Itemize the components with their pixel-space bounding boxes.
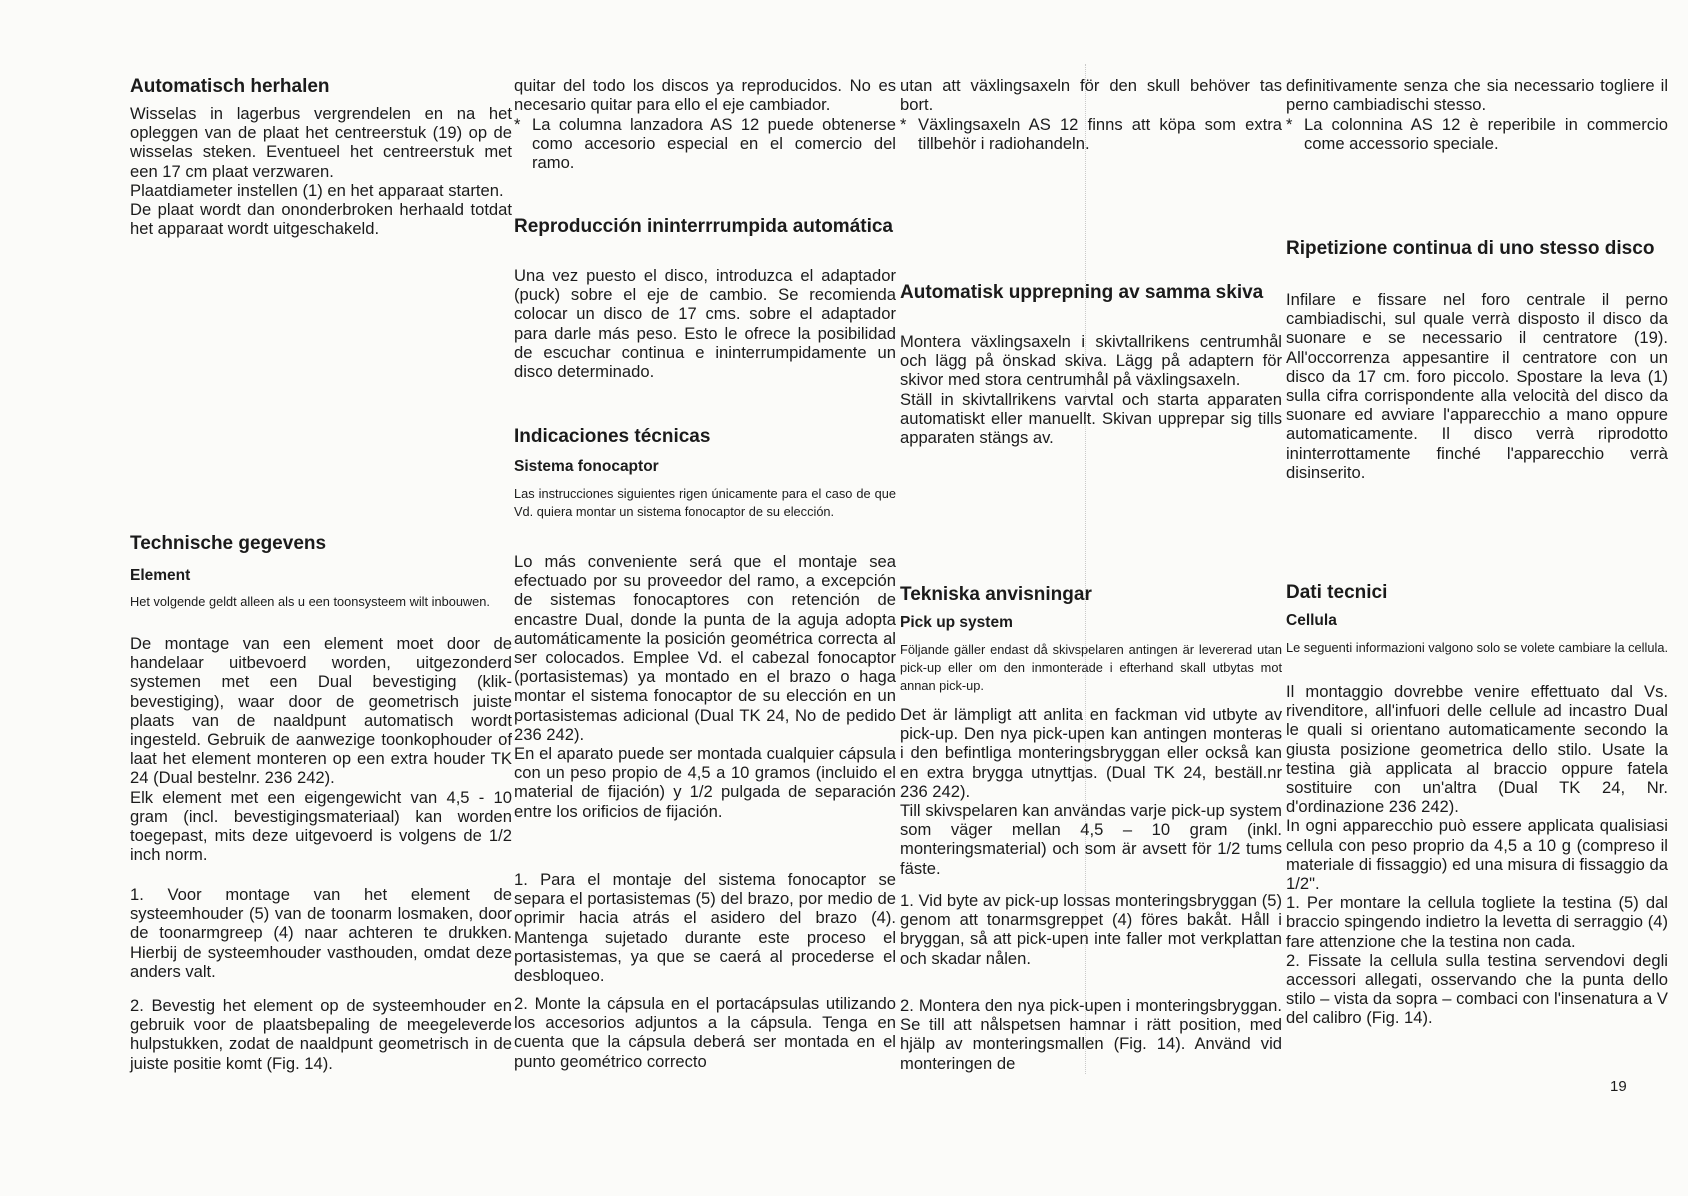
heading-ripetizione-continua: Ripetizione continua di uno stesso disco xyxy=(1286,238,1655,259)
subheading-cellula: Cellula xyxy=(1286,612,1337,629)
small-note: Las instrucciones siguientes rigen únicamente para el caso de que Vd. quiera montar un sistema fonocaptor de su elección. xyxy=(514,486,896,519)
italian-mount-text xyxy=(1286,682,1668,1028)
paragraph: definitivamente senza che sia necessario togliere il perno cambiadischi stesso. xyxy=(1286,76,1668,115)
heading-indicaciones-tecnicas: Indicaciones técnicas xyxy=(514,426,711,447)
small-note: Le seguenti informazioni valgono solo se volete cambiare la cellula. xyxy=(1286,640,1668,655)
swedish-repeat-text xyxy=(900,332,1282,447)
paragraph: En el aparato puede ser montada cualquier cápsula con un peso propio de 4,5 a 10 gramos (incluido el material de fijación) y 1/2 pulgada de separación entre los orificios de fijación. xyxy=(514,744,896,821)
bullet-text: La colonnina AS 12 è reperibile in commercio come accessorio speciale. xyxy=(1304,115,1668,154)
step-1: 1. Vid byte av pick-up lossas monteringsbryggan (5) genom att tonarmsgreppet (4) föres bakåt. Håll i bryggan, så att pick-upen inte faller mot verkplattan och skadar nålen. xyxy=(900,891,1282,968)
bullet-item: * La columna lanzadora AS 12 puede obtenerse como accesorio especial en el comercio del ramo. xyxy=(514,115,896,173)
heading-reproduccion: Reproducción ininterrrumpida automática xyxy=(514,216,893,237)
paragraph: Ställ in skivtallrikens varvtal och starta apparaten automatiskt eller manuellt. Skivan upprepar sig tills apparaten stängs av. xyxy=(900,389,1282,448)
step-2: 2. Bevestig het element op de systeemhouder en gebruik voor de plaatsbepaling de meegeleverde hulpstukken, zodat de naaldpunt geometrisch in de juiste positie komt (Fig. 14). xyxy=(130,996,512,1073)
paragraph: Infilare e fissare nel foro centrale il perno cambiadischi, sul quale verrà disposto il disco da suonare e se necessario il centratore (19). All'occorrenza appesantire il centratore con un disco da 17 cm. foro piccolo. Spostare la leva (1) sulla cifra corrispondente alla velocità del disco da suonare ed avviare l'apparecchio a mano oppure automaticamente. Il disco verrà riprodotto ininterrottamente finché l'apparecchio verrà disinserito. xyxy=(1286,290,1668,482)
heading-tekniska-anvisningar: Tekniska anvisningar xyxy=(900,584,1092,605)
step-1: 1. Voor montage van het element de systeemhouder (5) van de toonarm losmaken, door de toonarmgreep (4) naar achteren te drukken. Hierbij de systeemhouder vasthouden, omdat deze anders valt. xyxy=(130,885,512,981)
paragraph: Lo más conveniente será que el montaje sea efectuado por su proveedor del ramo, a excepción de sistemas fonocaptores con retención de encastre Dual, donde la punta de la aguja adopta automáticamente la posición geométrica correcta al ser colocados. Emplee Vd. el cabezal fonocaptor (portasistemas) ya montado en el brazo o haga montar el sistema fonocaptor de su elección en un portasistemas adicional (Dual TK 24, No de pedido 236 242). xyxy=(514,552,896,744)
paragraph: utan att växlingsaxeln för den skull behöver tas bort. xyxy=(900,76,1282,115)
page-number: 19 xyxy=(1610,1078,1627,1095)
bullet-item: * Växlingsaxeln AS 12 finns att köpa som extra tillbehör i radiohandeln. xyxy=(900,115,1282,154)
subheading-element: Element xyxy=(130,567,191,584)
dutch-repeat-text xyxy=(130,104,512,238)
paragraph: Wisselas in lagerbus vergrendelen en na het opleggen van de plaat het centreerstuk (19) op de wisselas steken. Eventueel het centreerstuk met een 17 cm plaat verzwaren. xyxy=(130,104,512,181)
dutch-mount-text xyxy=(130,634,512,864)
subheading-sistema-fonocaptor: Sistema fonocaptor xyxy=(514,458,659,475)
paragraph: In ogni apparecchio può essere applicata qualisiasi cellula con peso proprio da 4,5 a 10 g (compreso il materiale di fissaggio) ed una misura di fissaggio da 1/2". xyxy=(1286,816,1668,894)
step-2: 2. Monte la cápsula en el portacápsulas utilizando los accesorios adjuntos a la cápsula. Tenga en cuenta que la cápsula deberá ser montada en el punto geométrico correcto xyxy=(514,994,896,1071)
paragraph: quitar del todo los discos ya reproducidos. No es necesario quitar para ello el eje cambiador. xyxy=(514,76,896,115)
step-1: 1. Para el montaje del sistema fonocaptor se separa el portasistemas (5) del brazo, por medio de oprimir hacia atrás el asidero del brazo (4). Mantenga sujetado durante este proceso el portasistemas, ya que se caerá al procederse el desbloqueo. xyxy=(514,870,896,986)
heading-automatisch-herhalen: Automatisch herhalen xyxy=(130,76,330,97)
spanish-mount-text xyxy=(514,552,896,821)
bullet-text: Växlingsaxeln AS 12 finns att köpa som extra tillbehör i radiohandeln. xyxy=(918,115,1282,154)
small-note: Het volgende geldt alleen als u een toonsysteem wilt inbouwen. xyxy=(130,594,490,609)
paragraph: Montera växlingsaxeln i skivtallrikens centrumhål och lägg på önskad skiva. Lägg på adaptern för skivor med stora centrumhål på växlingsaxeln. xyxy=(900,332,1282,390)
paragraph: De montage van een element moet door de handelaar uitbevoerd worden, uitgezonderd systemen met een Dual bevestiging (klik-bevestiging), waar door de geometrisch juiste plaats van de naaldpunt automatisch wordt ingesteld. Gebruik de aanwezige toonkophouder of laat het element monteren op een extra houder TK 24 (Dual bestelnr. 236 242). xyxy=(130,634,512,788)
small-note: Följande gäller endast då skivspelaren antingen är levererad utan pick-up eller om den inmonterade i efterhand skall utbytas mot annan pick-up. xyxy=(900,642,1282,693)
bullet-text: La columna lanzadora AS 12 puede obtenerse como accesorio especial en el comercio del ramo. xyxy=(532,115,896,173)
heading-automatisk-upprepning: Automatisk upprepning av samma skiva xyxy=(900,282,1264,303)
heading-dati-tecnici: Dati tecnici xyxy=(1286,582,1388,603)
paragraph: 2. Fissate la cellula sulla testina servendovi degli accessori allegati, osservando che la punta dello stilo – vista da sopra – combaci con l'insenatura a V del calibro (Fig. 14). xyxy=(1286,950,1668,1028)
paragraph: Plaatdiameter instellen (1) en het apparaat starten. xyxy=(130,180,504,200)
paragraph: Elk element met een eigengewicht van 4,5 - 10 gram (incl. bevestigingsmateriaal) kan worden toegepast, mits deze uitgevoerd is volgens de 1/2 inch norm. xyxy=(130,787,512,865)
step-2: 2. Montera den nya pick-upen i monteringsbryggan. Se till att nålspetsen hamnar i rätt position, med hjälp av monteringsmallen (Fig. 14). Använd vid monteringen de xyxy=(900,996,1282,1073)
swedish-mount-text xyxy=(900,705,1282,878)
paragraph: 1. Per montare la cellula togliete la testina (5) dal braccio spingendo indietro la levetta di serraggio (4) fare attenzione che la testina non cada. xyxy=(1286,893,1668,951)
subheading-pick-up-system: Pick up system xyxy=(900,614,1013,631)
paragraph: Una vez puesto el disco, introduzca el adaptador (puck) sobre el eje de cambio. Se recomienda colocar un disco de 17 cms. sobre el adaptador para darle más peso. Esto le ofrece la posibilidad de escuchar continua e ininterrumpidamente un disco determinado. xyxy=(514,266,896,382)
paragraph: Det är lämpligt att anlita en fackman vid utbyte av pick-up. Den nya pick-upen kan antingen monteras i den befintliga monteringsbryggan eller också kan en extra brygga utnyttjas. (Dual TK 24, beställ.nr 236 242). xyxy=(900,705,1282,801)
bullet-item: * La colonnina AS 12 è reperibile in commercio come accessorio speciale. xyxy=(1286,115,1668,154)
paragraph: Till skivspelaren kan användas varje pick-up system som väger mellan 4,5 – 10 gram (inkl. monteringsmaterial) och som är avsett för 1/2 tums fäste. xyxy=(900,801,1282,878)
paragraph: De plaat wordt dan ononderbroken herhaald totdat het apparaat wordt uitgeschakeld. xyxy=(130,200,512,239)
heading-technische-gegevens: Technische gegevens xyxy=(130,533,327,554)
paragraph: Il montaggio dovrebbe venire effettuato dal Vs. rivenditore, all'infuori delle cellule ad incastro Dual le quali si orientano automaticamente secondo la giusta posizione geometrica dello stilo. Usate la testina già applicata al braccio oppure fatela sostituire con un'altra (Dual TK 24, Nr. d'ordinazione 236 242). xyxy=(1286,682,1668,817)
